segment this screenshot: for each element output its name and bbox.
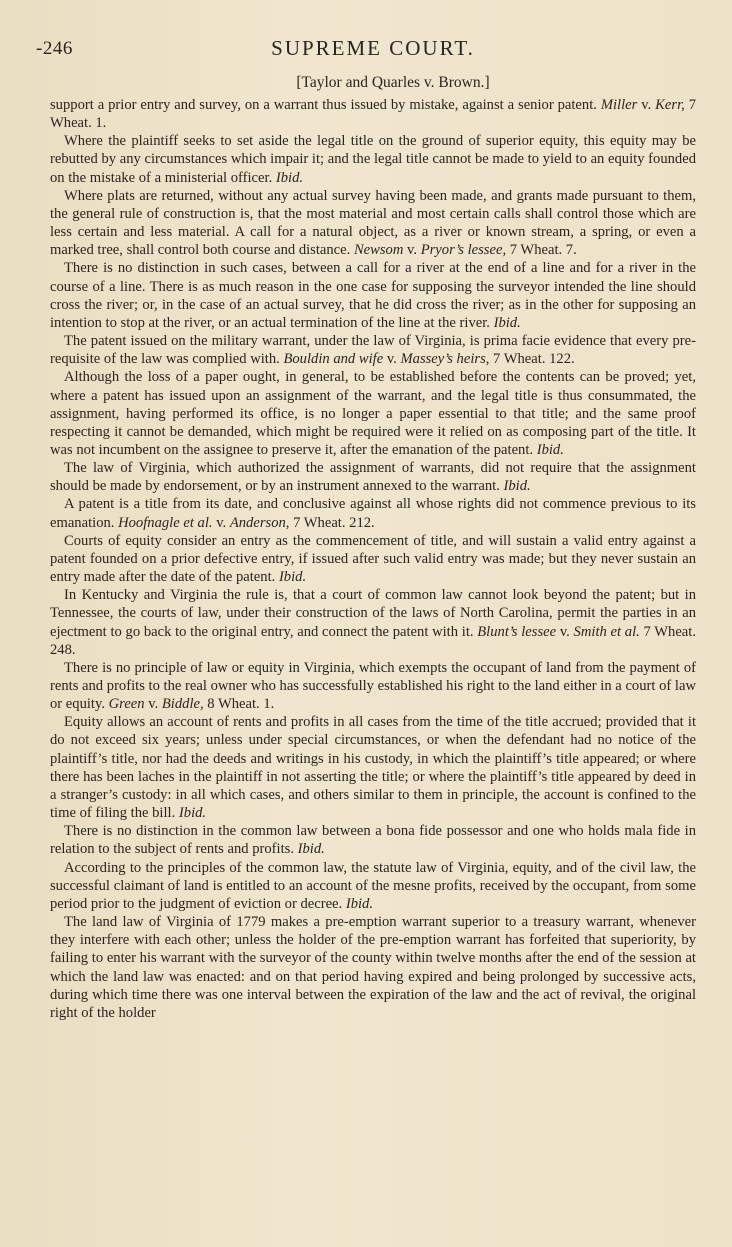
paragraph <box>50 586 696 659</box>
body-text <box>50 96 696 1022</box>
paragraph <box>50 368 696 459</box>
citation-italic: Massey’s heirs, <box>400 351 490 368</box>
paragraph <box>50 859 696 913</box>
page-number: -246 <box>36 38 73 59</box>
citation-italic: Newsom <box>353 242 404 259</box>
citation-italic: Hoofnagle et al. <box>118 514 213 531</box>
text-run: 7 Wheat. 122. <box>489 351 575 368</box>
text-run: v. <box>556 623 574 640</box>
paragraph <box>50 713 696 822</box>
citation-italic: Ibid. <box>493 314 521 331</box>
text-run: There is no distinction in the common law between a bona fide possessor and one who holds mala fide in relation to the subject of rents and profits. <box>50 823 696 858</box>
text-run: Where plats are returned, without any actual survey having been made, and grants made pursuant to them, the general rule of construction is, that the most material and most certain calls shall control those which are less certain and less material. A call for a natural object, as a river or known stream, a spring, or even a marked tree, shall control both course and distance. <box>50 187 696 259</box>
text-run: v. <box>383 351 401 368</box>
citation-italic: Ibid. <box>275 169 304 186</box>
text-run: A patent is a title from its date, and conclusive against all whose rights did not commence previous to its emanation. <box>50 496 696 531</box>
text-run: 7 Wheat. 248. <box>50 623 696 658</box>
paragraph <box>50 96 696 132</box>
citation-italic: Ibid. <box>178 805 207 822</box>
text-run: v. <box>637 97 656 113</box>
case-title: [Taylor and Quarles v. Brown.] <box>296 74 490 91</box>
text-run: Courts of equity consider an entry as the commencement of title, and will sustain a valid entry against a patent founded on a prior defective entry, if issued after such valid entry was made; but they never sustain an entry made after the date of the patent. <box>50 532 696 586</box>
citation-italic: Blunt’s lessee <box>477 623 557 640</box>
text-run: In Kentucky and Virginia the rule is, that a court of common law cannot look beyond the patent; but in Tennessee, the courts of law, under their construction of the laws of North Carolina, permit the parties in an ejectment to go back to the original entry, and connect the patent with it. <box>50 587 696 640</box>
text-run: v. <box>403 242 421 259</box>
paragraph <box>50 259 696 332</box>
text-run: v. <box>212 514 230 531</box>
text-run: Equity allows an account of rents and profits in all cases from the time of the title accrued; provided that it do not exceed six years; unless under special circumstances, or when the defendant had no notice of the plaintiff’s title, nor had the deeds and writings in his custody, in which the plaintiff’s title appeared; or where there has been laches in the plaintiff in not asserting the title; or where the plaintiff’s title appeared by deed in a stranger’s custody: in all which cases, and others similar to them in principle, the account is confined to the time of filing the bill. <box>50 714 696 822</box>
text-run: According to the principles of the common law, the statute law of Virginia, equity, and of the civil law, the successful claimant of land is entitled to an account of the mesne profits, received by the occupant, from some period prior to the judgment of eviction or decree. <box>50 859 696 912</box>
citation-italic: Kerr, <box>655 97 685 113</box>
paragraph <box>50 132 696 186</box>
citation-italic: Ibid. <box>503 478 531 495</box>
text-run: 7 Wheat. 7. <box>506 242 577 259</box>
paragraph <box>50 495 696 531</box>
paragraph <box>50 659 696 713</box>
citation-italic: Ibid. <box>345 895 374 912</box>
text-run: 7 Wheat. 212. <box>289 514 375 531</box>
citation-italic: Green <box>108 696 145 713</box>
text-run: There is no principle of law or equity in Virginia, which exempts the occupant of land from the payment of rents and profits to the real owner who has successfully established his right to the land either in a court of law or equity. <box>50 659 696 713</box>
text-run: support a prior entry and survey, on a warrant thus issued by mistake, against a senior patent. <box>50 97 601 113</box>
paragraph <box>50 459 696 495</box>
citation-italic: Miller <box>600 97 638 113</box>
citation-italic: Anderson, <box>229 514 290 531</box>
paragraph <box>50 822 696 858</box>
citation-italic: Ibid. <box>297 841 325 858</box>
paragraph <box>50 532 696 586</box>
running-head: SUPREME COURT. <box>271 36 475 60</box>
paragraph <box>50 187 696 260</box>
citation-italic: Biddle, <box>161 696 204 713</box>
text-run: Although the loss of a paper ought, in general, to be established before the contents can be proved; yet, where a patent has issued upon an assignment of the warrant, and the legal title is thus consummated, the assignment, having performed its office, is no longer a paper essential to that title; and the same proof respecting it cannot be demanded, which might be required were it relied on as composing part of the title. It was not incumbent on the assignee to preserve it, after the emanation of the patent. <box>50 369 696 458</box>
citation-italic: Bouldin and wife <box>283 351 384 368</box>
text-run: The patent issued on the military warrant, under the law of Virginia, is prima facie evidence that every pre-requisite of the law was complied with. <box>50 333 696 368</box>
text-run: There is no distinction in such cases, between a call for a river at the end of a line and for a river in the course of a line. There is as much reason in the one case for supposing the surveyor intended the line should cross the river; or, in the case of an actual survey, that he did cross the river; as in the other for supposing an intention to stop at the river, or an actual termination of the line at the river. <box>50 260 696 331</box>
paragraph <box>50 332 696 368</box>
text-run: Where the plaintiff seeks to set aside the legal title on the ground of superior equity, this equity may be rebutted by any circumstances which impair it; and the legal title cannot be made to yield to an equity founded on the mistake of a ministerial officer. <box>50 133 696 186</box>
text-run: The land law of Virginia of 1779 makes a pre-emption warrant superior to a treasury warrant, whenever they interfere with each other; unless the holder of the pre-emption warrant has forfeited that superiority, by failing to enter his warrant with the surveyor of the county within twelve months after the end of the session at which the land law was enacted: and on that period having expired and being prolonged by successive acts, during which time there was one interval between the expiration of the law and the act of revival, the original right of the holder <box>50 914 696 1021</box>
citation-italic: Pryor’s lessee, <box>420 242 507 259</box>
citation-italic: Ibid. <box>536 441 564 458</box>
paragraph <box>50 913 696 1022</box>
page-header <box>36 34 696 66</box>
text-run: 8 Wheat. 1. <box>203 696 275 713</box>
text-run: 7 Wheat. 1. <box>50 97 696 132</box>
text-run: The law of Virginia, which authorized the assignment of warrants, did not require that the assignment should be made by endorsement, or by an instrument annexed to the warrant. <box>50 460 696 495</box>
citation-italic: Ibid. <box>278 569 307 586</box>
citation-italic: Smith et al. <box>573 623 640 640</box>
text-run: v. <box>144 696 162 713</box>
